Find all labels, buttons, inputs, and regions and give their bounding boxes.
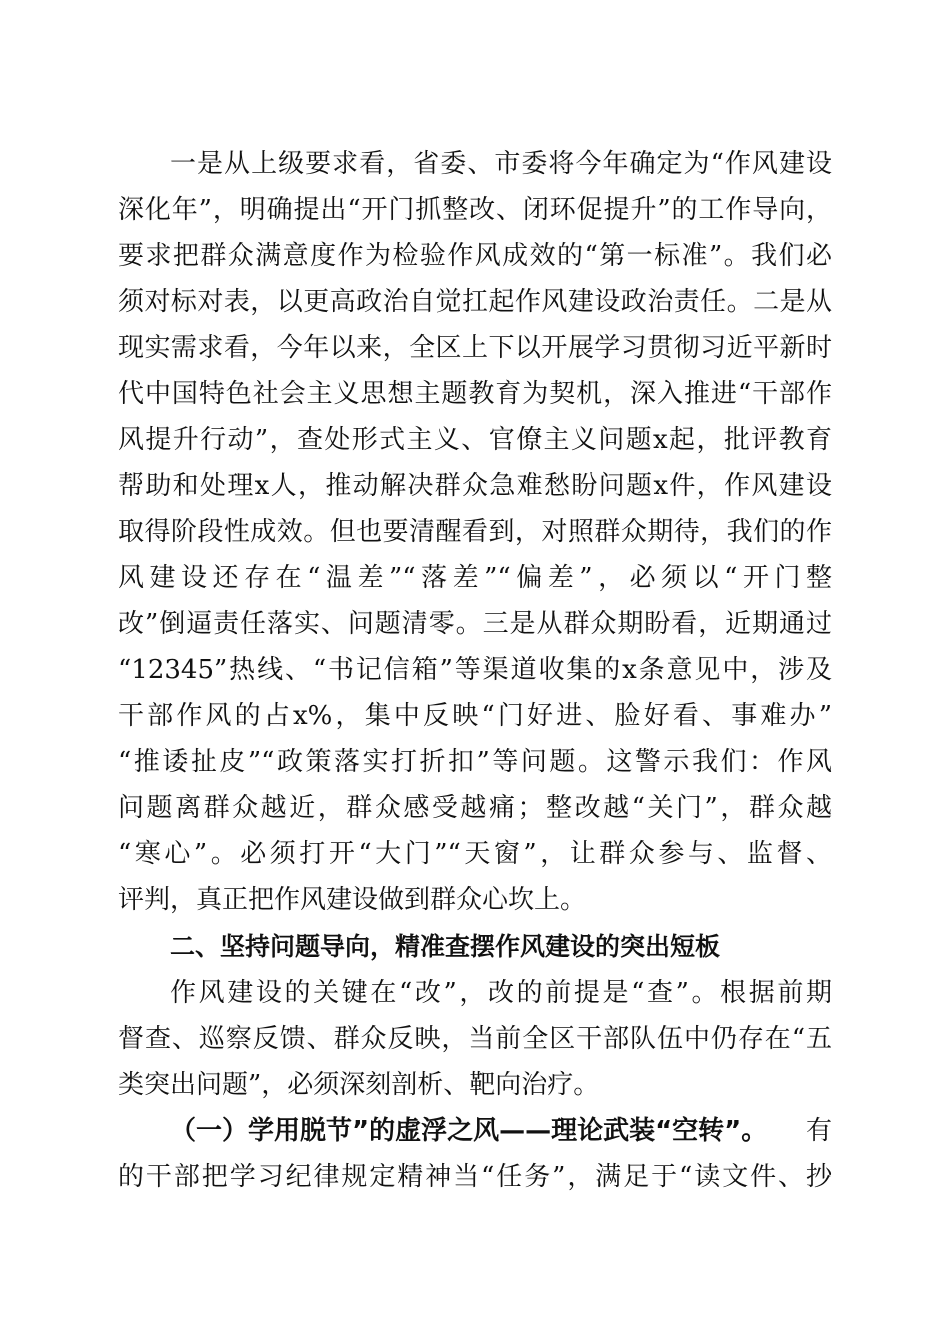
paragraph-1-line-15: 问题离群众越近，群众感受越痛；整改越“关门”，群众越 [118, 793, 832, 823]
paragraph-2-line-1: 作风建设的关键在“改”，改的前提是“查”。根据前期 [170, 978, 832, 1008]
paragraph-1-line-13: 干部作风的占x%，集中反映“门好进、脸好看、事难办” [118, 701, 832, 731]
paragraph-1-line-9: 取得阶段性成效。但也要清醒看到，对照群众期待，我们的作 [118, 517, 832, 547]
paragraph-3-line-2: 的干部把学习纪律规定精神当“任务”，满足于“读文件、抄 [118, 1162, 832, 1192]
paragraph-1-line-14: “推诿扯皮”“政策落实打折扣”等问题。这警示我们：作风 [118, 747, 832, 777]
paragraph-1-line-8: 帮助和处理x人，推动解决群众急难愁盼问题x件，作风建设 [118, 471, 832, 501]
paragraph-2-line-2: 督查、巡察反馈、群众反映，当前全区干部队伍中仍存在“五 [118, 1024, 832, 1054]
section-2-heading: 二、坚持问题导向，精准查摆作风建设的突出短板 [170, 932, 721, 961]
paragraph-3-sub-heading: （一）学用脱节”的虚浮之风——理论武装“空转”。 [170, 1116, 768, 1146]
paragraph-1-line-17: 评判，真正把作风建设做到群众心坎上。 [118, 885, 587, 915]
paragraph-3-line-1-rest: 有 [805, 1116, 832, 1146]
paragraph-1-line-2: 深化年”，明确提出“开门抓整改、闭环促提升”的工作导向， [118, 195, 832, 225]
paragraph-1-line-3: 要求把群众满意度作为检验作风成效的“第一标准”。我们必 [118, 241, 832, 271]
paragraph-1-line-4: 须对标对表，以更高政治自觉扛起作风建设政治责任。二是从 [118, 287, 832, 317]
paragraph-3-line-1 [118, 1110, 832, 1152]
paragraph-2-line-3: 类突出问题”，必须深刻剖析、靶向治疗。 [118, 1070, 600, 1100]
paragraph-1-line-1: 一是从上级要求看，省委、市委将今年确定为“作风建设 [170, 149, 832, 179]
paragraph-1-line-6: 代中国特色社会主义思想主题教育为契机，深入推进“干部作 [118, 379, 832, 409]
paragraph-1-line-11: 改”倒逼责任落实、问题清零。三是从群众期盼看，近期通过 [118, 609, 832, 639]
paragraph-1-line-16: “寒心”。必须打开“大门”“天窗”，让群众参与、监督、 [118, 839, 832, 869]
paragraph-1-line-7: 风提升行动”，查处形式主义、官僚主义问题x起，批评教育 [118, 425, 832, 455]
paragraph-1-line-10: 风建设还存在“温差”“落差”“偏差”，必须以“开门整 [118, 563, 832, 593]
paragraph-1-line-5: 现实需求看，今年以来，全区上下以开展学习贯彻习近平新时 [118, 333, 832, 363]
paragraph-1-line-12: “12345”热线、“书记信箱”等渠道收集的x条意见中，涉及 [118, 655, 832, 685]
